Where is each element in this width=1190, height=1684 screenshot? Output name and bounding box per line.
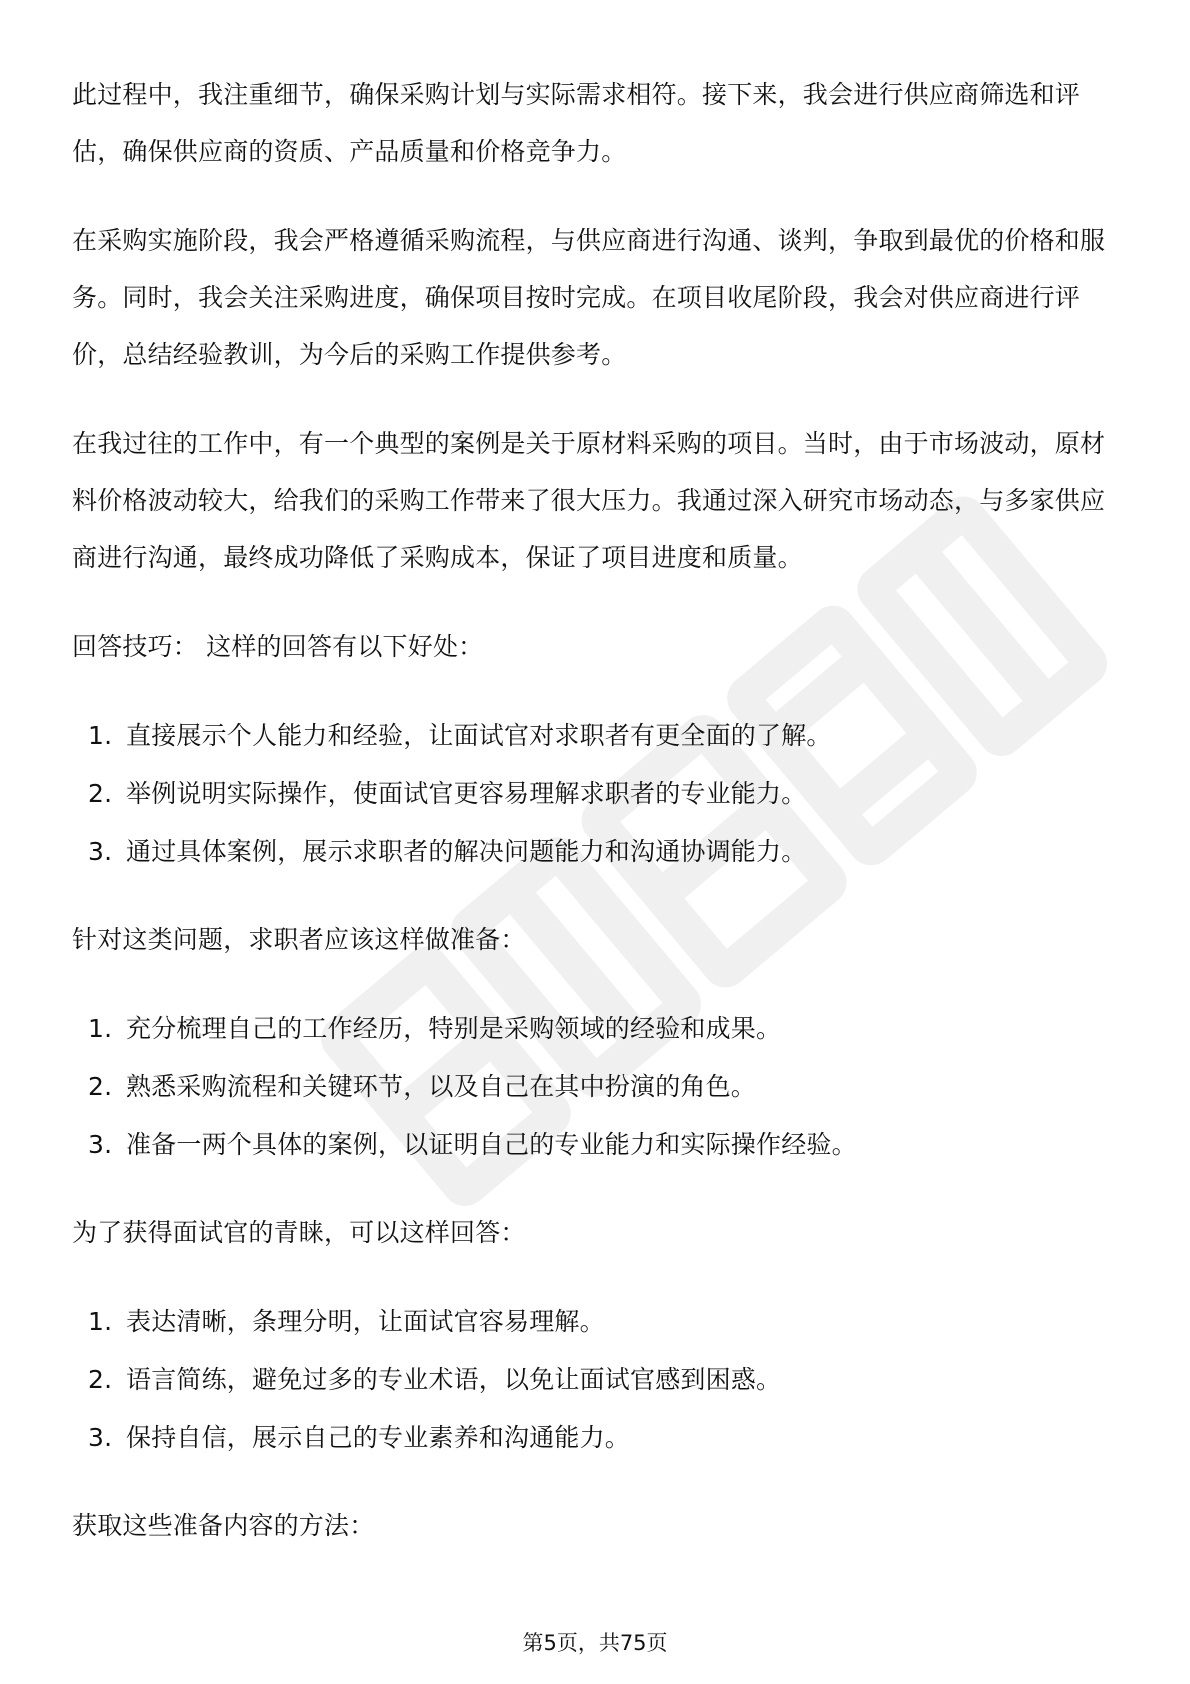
list-text: 举例说明实际操作，使面试官更容易理解求职者的专业能力。 bbox=[126, 779, 807, 808]
list-number: 2. bbox=[88, 779, 113, 808]
paragraph-case-study: 在我过往的工作中，有一个典型的案例是关于原材料采购的项目。当时，由于市场波动，原材料价格波动较大，给我们的采购工作带来了很大压力。我通过深入研究市场动态，与多家供应商进行沟通，最终成功降低了采购成本，保证了项目进度和质量。 bbox=[72, 429, 1106, 572]
list-text: 熟悉采购流程和关键环节，以及自己在其中扮演的角色。 bbox=[126, 1072, 757, 1101]
list-item bbox=[72, 707, 1122, 765]
list-number: 3. bbox=[88, 837, 113, 866]
tips-heading: 回答技巧： 这样的回答有以下好处： bbox=[72, 632, 484, 661]
paragraph-implementation: 在采购实施阶段，我会严格遵循采购流程，与供应商进行沟通、谈判，争取到最优的价格和服务。同时，我会关注采购进度，确保项目按时完成。在项目收尾阶段，我会对供应商进行评价，总结经验教训，为今后的采购工作提供参考。 bbox=[72, 226, 1106, 369]
list-item bbox=[72, 1409, 1122, 1467]
list-number: 1. bbox=[88, 1307, 113, 1336]
impress-heading: 为了获得面试官的青睐，可以这样回答： bbox=[72, 1218, 526, 1247]
paragraph-planning: 此过程中，我注重细节，确保采购计划与实际需求相符。接下来，我会进行供应商筛选和评估，确保供应商的资质、产品质量和价格竞争力。 bbox=[72, 80, 1081, 166]
document-body bbox=[72, 66, 1122, 1586]
list-item bbox=[72, 1351, 1122, 1409]
list-number: 3. bbox=[88, 1130, 113, 1159]
list-item bbox=[72, 1058, 1122, 1116]
list-text: 充分梳理自己的工作经历，特别是采购领域的经验和成果。 bbox=[126, 1014, 782, 1043]
list-number: 2. bbox=[88, 1072, 113, 1101]
prep-heading: 针对这类问题，求职者应该这样做准备： bbox=[72, 925, 526, 954]
list-text: 通过具体案例，展示求职者的解决问题能力和沟通协调能力。 bbox=[126, 837, 807, 866]
impress-list bbox=[72, 1293, 1122, 1467]
list-text: 语言简练，避免过多的专业术语，以免让面试官感到困惑。 bbox=[126, 1365, 782, 1394]
list-item bbox=[72, 1116, 1122, 1174]
list-number: 1. bbox=[88, 1014, 113, 1043]
list-number: 3. bbox=[88, 1423, 113, 1452]
list-text: 表达清晰，条理分明，让面试官容易理解。 bbox=[126, 1307, 605, 1336]
list-text: 准备一两个具体的案例，以证明自己的专业能力和实际操作经验。 bbox=[126, 1130, 857, 1159]
list-number: 2. bbox=[88, 1365, 113, 1394]
list-text: 保持自信，展示自己的专业素养和沟通能力。 bbox=[126, 1423, 631, 1452]
list-item bbox=[72, 1293, 1122, 1351]
list-item bbox=[72, 765, 1122, 823]
list-item bbox=[72, 1000, 1122, 1058]
list-item bbox=[72, 823, 1122, 881]
list-number: 1. bbox=[88, 721, 113, 750]
page-number: 第5页，共75页 bbox=[522, 1631, 668, 1655]
prep-list bbox=[72, 1000, 1122, 1174]
list-text: 直接展示个人能力和经验，让面试官对求职者有更全面的了解。 bbox=[126, 721, 832, 750]
methods-heading: 获取这些准备内容的方法： bbox=[72, 1511, 375, 1540]
tips-list bbox=[72, 707, 1122, 881]
